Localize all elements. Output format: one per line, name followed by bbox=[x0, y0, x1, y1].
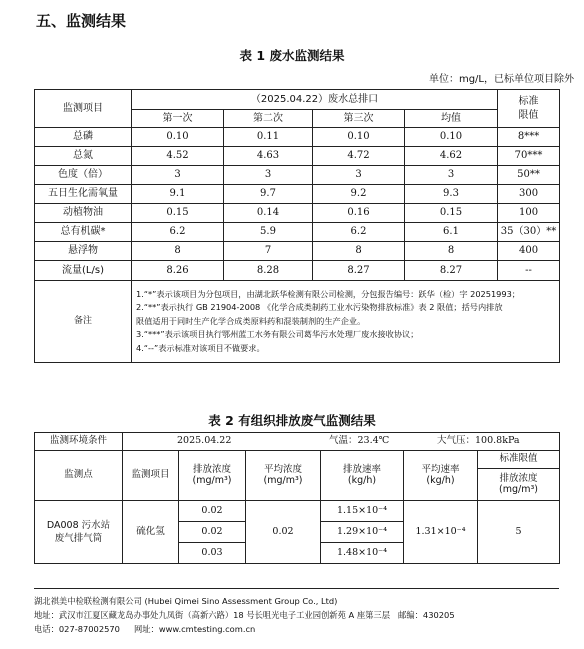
table-row bbox=[35, 501, 560, 522]
row-value: 8.28 bbox=[224, 261, 313, 281]
table-row bbox=[35, 204, 560, 223]
header-col-3: 第三次 bbox=[313, 110, 405, 128]
table-row bbox=[35, 166, 560, 185]
row-average: 9.3 bbox=[405, 185, 498, 204]
conditions-label: 监测环境条件 bbox=[35, 433, 123, 451]
header-standard: 标准限值 bbox=[478, 451, 560, 469]
row-value: 5.9 bbox=[224, 223, 313, 242]
notes-label: 备注 bbox=[35, 281, 132, 363]
monitoring-point: DA008 污水站 废气排气筒 bbox=[35, 501, 123, 564]
row-value: 8.26 bbox=[132, 261, 224, 281]
row-item: 总氮 bbox=[35, 147, 132, 166]
row-item: 色度（倍） bbox=[35, 166, 132, 185]
table-row bbox=[35, 261, 560, 281]
header-standard: 标准 限值 bbox=[498, 90, 560, 128]
row-value: 0.10 bbox=[313, 128, 405, 147]
row-value: 3 bbox=[313, 166, 405, 185]
row-average: 0.15 bbox=[405, 204, 498, 223]
footer-website: 网址：www.cmtesting.com.cn bbox=[133, 624, 256, 634]
note-line: 3.“***”表示该项目执行鄂州蓝工水务有限公司葛华污水处理厂废水接收协议； bbox=[136, 329, 419, 340]
header-group: （2025.04.22）废水总排口 bbox=[132, 90, 498, 110]
header-point: 监测点 bbox=[35, 451, 123, 501]
row-standard: 35（30）** bbox=[498, 223, 560, 242]
row-standard: 8*** bbox=[498, 128, 560, 147]
row-value: 7 bbox=[224, 242, 313, 261]
header-col-2: 第二次 bbox=[224, 110, 313, 128]
table1-title: 表 1 废水监测结果 bbox=[239, 48, 345, 63]
row-value: 8 bbox=[313, 242, 405, 261]
concentration-value: 0.02 bbox=[179, 522, 246, 543]
footer-postcode: 邮编：430205 bbox=[398, 610, 455, 620]
table-row bbox=[35, 185, 560, 204]
row-standard: -- bbox=[498, 261, 560, 281]
table-row bbox=[35, 147, 560, 166]
footer-phone: 电话：027-87002570 bbox=[34, 624, 120, 634]
row-value: 3 bbox=[224, 166, 313, 185]
temperature: 气温：23.4℃ bbox=[329, 435, 390, 447]
footer-address: 地址：武汉市江夏区藏龙岛办事处九凤街（高新六路）18 号长咀光电子工业园创新苑 A 座第三层 bbox=[34, 610, 391, 620]
section-title: 五、监测结果 bbox=[36, 12, 127, 30]
note-line: 限值适用于同时生产化学合成类原料药和混装制剂的生产企业。 bbox=[136, 315, 366, 326]
table1-unit-note: 单位：mg/L，已标单位项目除外 bbox=[428, 74, 574, 85]
note-line: 1.“*”表示该项目为分包项目，由湖北跃华检测有限公司检测，分包报告编号：跃华（检）字 20251993； bbox=[136, 288, 520, 299]
row-item: 总有机碳* bbox=[35, 223, 132, 242]
header-avg-rate: 平均速率 (kg/h) bbox=[404, 451, 478, 501]
row-average: 6.1 bbox=[405, 223, 498, 242]
row-value: 8.27 bbox=[313, 261, 405, 281]
row-value: 0.16 bbox=[313, 204, 405, 223]
test-date: 2025.04.22 bbox=[177, 435, 232, 447]
average-concentration: 0.02 bbox=[246, 501, 321, 564]
row-item: 流量(L/s) bbox=[35, 261, 132, 281]
rate-value: 1.15×10⁻⁴ bbox=[321, 501, 404, 522]
row-standard: 50** bbox=[498, 166, 560, 185]
footer-company: 湖北祺美中检联检测有限公司 (Hubei Qimei Sino Assessment Group Co., Ltd) bbox=[34, 596, 338, 606]
note-line: 4.“--”表示标准对该项目不做要求。 bbox=[136, 342, 265, 353]
exhaust-gas-results-table bbox=[34, 432, 560, 564]
notes-row bbox=[35, 281, 560, 363]
row-value: 4.52 bbox=[132, 147, 224, 166]
notes-content bbox=[132, 281, 560, 363]
header-conc: 排放浓度 (mg/m³) bbox=[179, 451, 246, 501]
row-value: 3 bbox=[132, 166, 224, 185]
row-value: 8 bbox=[132, 242, 224, 261]
average-rate: 1.31×10⁻⁴ bbox=[404, 501, 478, 564]
rate-value: 1.29×10⁻⁴ bbox=[321, 522, 404, 543]
row-standard: 70*** bbox=[498, 147, 560, 166]
standard-limit: 5 bbox=[478, 501, 560, 564]
row-standard: 100 bbox=[498, 204, 560, 223]
table2-title: 表 2 有组织排放废气监测结果 bbox=[208, 413, 376, 428]
monitoring-item: 硫化氢 bbox=[123, 501, 179, 564]
concentration-value: 0.02 bbox=[179, 501, 246, 522]
row-value: 0.15 bbox=[132, 204, 224, 223]
header-item: 监测项目 bbox=[123, 451, 179, 501]
row-value: 9.1 bbox=[132, 185, 224, 204]
row-item: 总磷 bbox=[35, 128, 132, 147]
row-average: 4.62 bbox=[405, 147, 498, 166]
row-average: 8 bbox=[405, 242, 498, 261]
header-col-avg: 均值 bbox=[405, 110, 498, 128]
header-std-conc: 排放浓度 (mg/m³) bbox=[478, 469, 560, 501]
row-item: 动植物油 bbox=[35, 204, 132, 223]
row-standard: 300 bbox=[498, 185, 560, 204]
row-average: 0.10 bbox=[405, 128, 498, 147]
footer-contact-line bbox=[34, 623, 255, 635]
row-value: 9.2 bbox=[313, 185, 405, 204]
header-rate: 排放速率 (kg/h) bbox=[321, 451, 404, 501]
row-value: 6.2 bbox=[313, 223, 405, 242]
row-average: 3 bbox=[405, 166, 498, 185]
conditions-values bbox=[123, 433, 560, 451]
header-avg-conc: 平均浓度 (mg/m³) bbox=[246, 451, 321, 501]
row-value: 9.7 bbox=[224, 185, 313, 204]
row-value: 4.72 bbox=[313, 147, 405, 166]
row-value: 0.14 bbox=[224, 204, 313, 223]
header-item: 监测项目 bbox=[35, 90, 132, 128]
table-row bbox=[35, 223, 560, 242]
row-value: 0.11 bbox=[224, 128, 313, 147]
footer-divider bbox=[34, 588, 559, 589]
header-col-1: 第一次 bbox=[132, 110, 224, 128]
row-standard: 400 bbox=[498, 242, 560, 261]
table-row bbox=[35, 242, 560, 261]
rate-value: 1.48×10⁻⁴ bbox=[321, 543, 404, 564]
row-value: 6.2 bbox=[132, 223, 224, 242]
footer-address-line bbox=[34, 609, 455, 621]
concentration-value: 0.03 bbox=[179, 543, 246, 564]
table-row bbox=[35, 128, 560, 147]
row-value: 4.63 bbox=[224, 147, 313, 166]
row-average: 8.27 bbox=[405, 261, 498, 281]
row-value: 0.10 bbox=[132, 128, 224, 147]
note-line: 2.“**”表示执行 GB 21904-2008 《化学合成类制药工业水污染物排放标准》表 2 限值；括号内排放 bbox=[136, 302, 503, 313]
row-item: 五日生化需氧量 bbox=[35, 185, 132, 204]
pressure: 大气压：100.8kPa bbox=[437, 435, 520, 447]
wastewater-results-table bbox=[34, 89, 560, 363]
row-item: 悬浮物 bbox=[35, 242, 132, 261]
